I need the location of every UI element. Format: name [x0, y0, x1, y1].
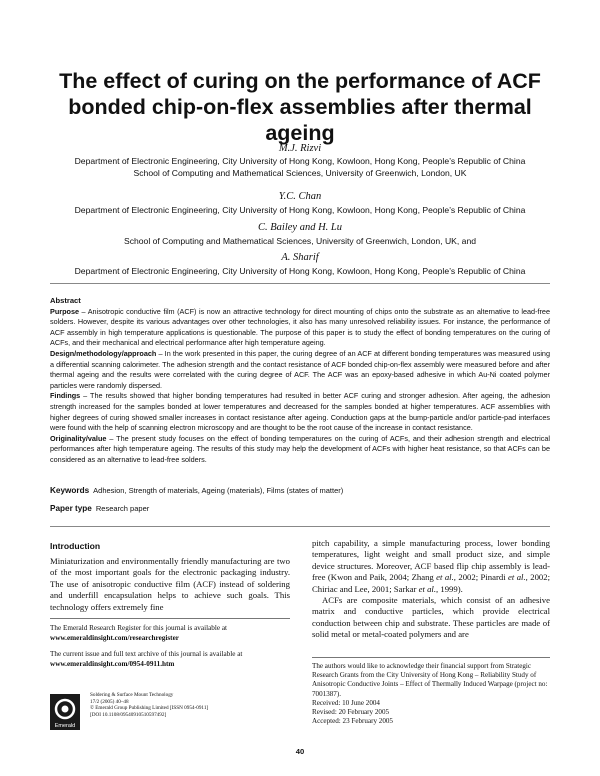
logo-text: Emerald [54, 723, 76, 729]
author-affiliation: Department of Electronic Engineering, City University of Hong Kong, Kowloon, Hong Kong, People’s Republic of China [74, 266, 526, 276]
introduction-heading: Introduction [50, 541, 101, 551]
keywords-line: Keywords Adhesion, Strength of materials, Ageing (materials), Films (states of matter) [50, 486, 344, 495]
archive-note: The current issue and full text archive of this journal is available at www.emeraldinsight.com/0954-0911.htm [50, 650, 290, 669]
author-name: Y.C. Chan [278, 191, 322, 202]
paper-type-line: Paper type Research paper [50, 504, 150, 513]
footnote-divider [50, 618, 290, 619]
research-register-link[interactable]: www.emeraldinsight.com/researchregister [50, 633, 179, 642]
abstract-block [50, 296, 550, 466]
abstract-heading: Abstract [50, 296, 81, 305]
author-affiliation: School of Computing and Mathematical Sciences, University of Greenwich, London, UK [133, 168, 467, 178]
abstract-findings: Findings – The results showed that higher bonding temperatures had resulted in better ACF curing and stronger adhesion. After ageing, the adhesion strength increased for the samples bonded at lower temperatures and decreased for the samples bonded at higher temperatures. ACF assemblies with higher degrees of curing showed smaller increases in contact resistance after ageing. Conduction gaps at the bump-particle and/or particle-pad interfaces were found with the help of scanning electron microscopy and are thought to be the root cause of the increase in contact resistance. [50, 391, 550, 433]
author-affiliation: Department of Electronic Engineering, City University of Hong Kong, Kowloon, Hong Kong, People’s Republic of China [74, 156, 526, 166]
acknowledgement-note: The authors would like to acknowledge their financial support from Strategic Research Grants from the City University of Hong Kong – Reliability Study of Anisotropic Conductive Joints – Effect of Thermally Induced Warpage (project no: 7001387). Received: 10 June 2004 Revised: 20 February 2005 Accepted: 23 February 2005 [312, 662, 550, 726]
received-date: Received: 10 June 2004 [312, 698, 380, 707]
abstract-design: Design/methodology/approach – In the work presented in this paper, the curing degree of an ACF at different bonding temperatures was measured using a differential scanning calorimeter. The adhesion strength and the contact resistance of ACF bonded chip-on-flex assembly were measured before and after thermal ageing and the results were correlated with the curing degree of ACF. The ACF was an epoxy-based adhesive in which Au-Ni coated polymer particles were randomly dispersed. [50, 348, 550, 390]
research-register-note: The Emerald Research Register for this journal is available at www.emeraldinsight.com/researchregister [50, 624, 290, 643]
author-name: C. Bailey and H. Lu [258, 222, 342, 233]
abstract-originality: Originality/value – The present study focuses on the effect of bonding temperatures on the curing of ACFs, and their adhesion strength and electrical performances after high temperature ageing. The results of this study may help the development of ACFs with higher heat resistance, so that ACFs can be considered as an alternative to lead-free solders. [50, 433, 550, 464]
intro-column-right: pitch capability, a simple manufacturing process, lower bonding temperatures, light weight and small product size, and simple device structures. Moreover, ACF based flip chip assembly is lead-free (Kwon and Paik, 2004; Zhang et al., 2002; Pinardi et al., 2002; Chiriac and Lee, 2001; Sarkar et al., 1999). ACFs are composite materials, which consist of an adhesive matrix and conductive particles, which provide electrical conduction between chip and substrate. These particles are made of solid metal or metal-coated polymers and are [312, 538, 551, 640]
section-divider [50, 283, 550, 284]
page-number: 40 [295, 747, 305, 756]
publication-info: Soldering & Surface Mount Technology 17/2 (2005) 40–48 © Emerald Group Publishing Limited [ISSN 0954-0911] [DOI 10.1108/09540910510597492] [90, 692, 209, 718]
author-affiliation: Department of Electronic Engineering, City University of Hong Kong, Kowloon, Hong Kong, People’s Republic of China [74, 205, 526, 215]
emerald-logo [50, 694, 80, 730]
paper-title: The effect of curing on the performance of ACF bonded chip-on-flex assemblies after thermal ageing [59, 69, 541, 145]
abstract-purpose: Purpose – Anisotropic conductive film (ACF) is now an attractive technology for direct mounting of chips onto the substrate as an alternative to lead-free solders. However, despite its various advantages over other technologies, it also has many unresolved reliability issues. For instance, the performance of ACF assembly in high temperature applications is questionable. The purpose of this paper is to study the effect of bonding temperatures on the curing of ACFs, and their mechanical and electrical performance after high temperature ageing. [50, 306, 550, 348]
intro-column-left: Miniaturization and environmentally friendly manufacturing are two of the most important goals for the electronic packaging industry. The use of anisotropic conductive film (ACF) instead of soldering and underfill encapsulation helps to achieve such goals. This technology offers extremely fine [50, 556, 290, 612]
author-affiliation: School of Computing and Mathematical Sciences, University of Greenwich, London, UK, and [123, 236, 477, 246]
section-divider [50, 526, 550, 527]
author-name: M.J. Rizvi [278, 143, 322, 154]
revised-date: Revised: 20 February 2005 [312, 708, 390, 717]
archive-link[interactable]: www.emeraldinsight.com/0954-0911.htm [50, 659, 175, 668]
author-name: A. Sharif [281, 252, 319, 263]
accepted-date: Accepted: 23 February 2005 [312, 717, 393, 726]
footnote-divider [312, 657, 550, 658]
